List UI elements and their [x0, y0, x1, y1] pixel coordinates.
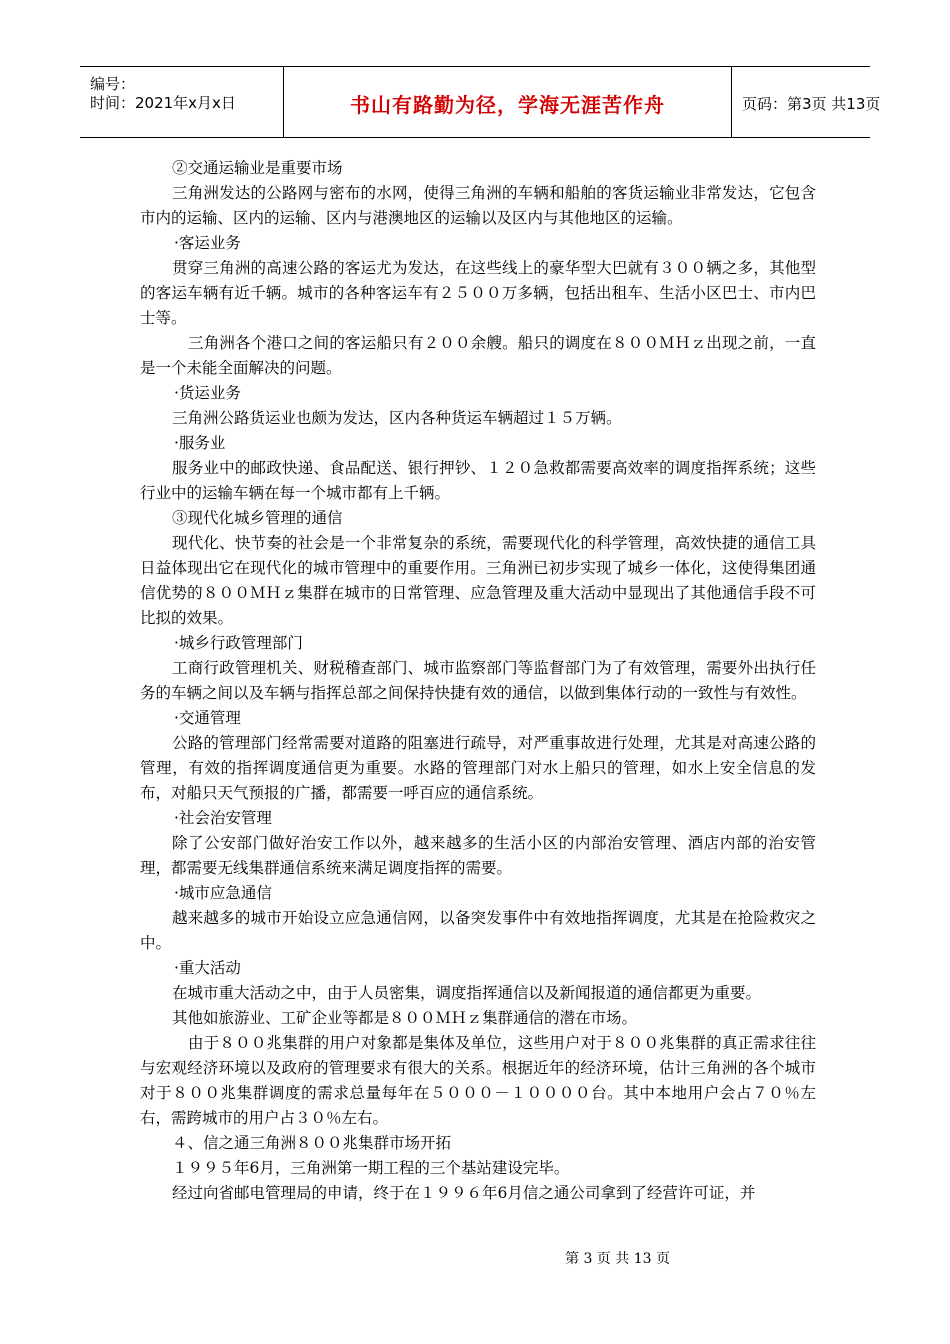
bullet-heading: ·客运业务 — [174, 234, 241, 252]
paragraph: 由于８００兆集群的用户对象都是集体及单位，这些用户对于８００兆集群的真正需求往往与宏观经济环境以及政府的管理要求有很大的关系。根据近年的经济环境，估计三角洲的各个城市对于８００兆集群调度的需求总量每年在５０００－１００００台。其中本地用户会占７０％左右，需跨城市的用户占３０％左右。 — [140, 1034, 816, 1127]
bullet-heading: ·重大活动 — [174, 959, 241, 977]
section-heading: ４、信之通三角洲８００兆集群市场开拓 — [172, 1134, 452, 1152]
bullet-heading: ·服务业 — [174, 434, 226, 452]
paragraph: 除了公安部门做好治安工作以外，越来越多的生活小区的内部治安管理、酒店内部的治安管理，都需要无线集群通信系统来满足调度指挥的需要。 — [140, 834, 816, 877]
header-page-cell — [732, 67, 881, 137]
page-number-label: 页码：第3页 共13页 — [742, 95, 881, 113]
paragraph: 三角洲各个港口之间的客运船只有２００余艘。船只的调度在８００ＭＨｚ出现之前，一直是一个未能全面解决的问题。 — [140, 334, 816, 377]
bullet-heading: ·交通管理 — [174, 709, 241, 727]
page-header — [80, 66, 881, 138]
paragraph: 服务业中的邮政快递、食品配送、银行押钞、１２０急救都需要高效率的调度指挥系统；这些行业中的运输车辆在每一个城市都有上千辆。 — [140, 459, 816, 502]
bullet-heading: ·社会治安管理 — [174, 809, 272, 827]
paragraph: 越来越多的城市开始设立应急通信网，以备突发事件中有效地指挥调度，尤其是在抢险救灾之中。 — [140, 909, 816, 952]
serial-label: 编号： — [90, 75, 136, 93]
motto-text: 书山有路勤为径，学海无涯苦作舟 — [350, 93, 665, 117]
bullet-heading: ·货运业务 — [174, 384, 241, 402]
paragraph: 工商行政管理机关、财税稽查部门、城市监察部门等监督部门为了有效管理，需要外出执行任务的车辆之间以及车辆与指挥总部之间保持快捷有效的通信，以做到集体行动的一致性与有效性。 — [140, 659, 816, 702]
time-label: 时间：2021年x月x日 — [90, 94, 236, 112]
paragraph: 三角洲发达的公路网与密布的水网，使得三角洲的车辆和船舶的客货运输业非常发达，它包含市内的运输、区内的运输、区内与港澳地区的运输以及区内与其他地区的运输。 — [140, 184, 816, 227]
paragraph: 其他如旅游业、工矿企业等都是８００ＭＨｚ集群通信的潜在市场。 — [172, 1009, 638, 1027]
paragraph: 现代化、快节奏的社会是一个非常复杂的系统，需要现代化的科学管理，高效快捷的通信工具日益体现出它在现代化的城市管理中的重要作用。三角洲已初步实现了城乡一体化，这使得集团通信优势的８００ＭＨｚ集群在城市的日常管理、应急管理及重大活动中显现出了其他通信手段不可比拟的效果。 — [140, 534, 816, 627]
paragraph: 贯穿三角洲的高速公路的客运尤为发达，在这些线上的豪华型大巴就有３００辆之多，其他型的客运车辆有近千辆。城市的各种客运车有２５００万多辆，包括出租车、生活小区巴士、市内巴士等。 — [140, 259, 816, 327]
paragraph: １９９５年6月，三角洲第一期工程的三个基站建设完毕。 — [172, 1159, 570, 1177]
paragraph: 公路的管理部门经常需要对道路的阻塞进行疏导，对严重事故进行处理，尤其是对高速公路的管理，有效的指挥调度通信更为重要。水路的管理部门对水上船只的管理，如水上安全信息的发布，对船只天气预报的广播，都需要一呼百应的通信系统。 — [140, 734, 816, 802]
paragraph: 经过向省邮电管理局的申请，终于在１９９６年6月信之通公司拿到了经营许可证，并 — [172, 1184, 756, 1202]
bullet-heading: ·城乡行政管理部门 — [174, 634, 303, 652]
header-info-cell — [80, 67, 284, 137]
paragraph: 在城市重大活动之中，由于人员密集，调度指挥通信以及新闻报道的通信都更为重要。 — [172, 984, 762, 1002]
header-motto-cell — [284, 67, 732, 137]
bullet-heading: ·城市应急通信 — [174, 884, 272, 902]
section-heading: ②交通运输业是重要市场 — [172, 159, 343, 177]
section-heading: ③现代化城乡管理的通信 — [172, 509, 343, 527]
paragraph: 三角洲公路货运业也颇为发达，区内各种货运车辆超过１５万辆。 — [172, 409, 622, 427]
document-body — [140, 156, 816, 1206]
page-footer: 第 3 页 共 13 页 — [565, 1251, 670, 1267]
